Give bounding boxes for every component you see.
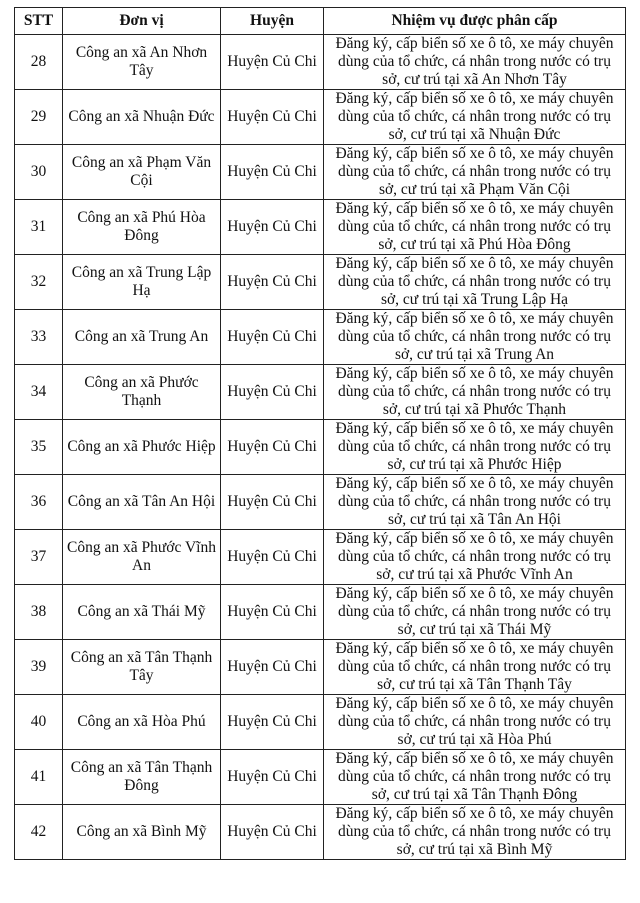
cell-district: Huyện Củ Chi (221, 200, 324, 255)
cell-district: Huyện Củ Chi (221, 90, 324, 145)
table-row (15, 35, 626, 90)
cell-district: Huyện Củ Chi (221, 695, 324, 750)
cell-unit: Công an xã Trung Lập Hạ (63, 255, 221, 310)
cell-task: Đăng ký, cấp biển số xe ô tô, xe máy chuyên dùng của tổ chức, cá nhân trong nước có trụ sở, cư trú tại xã Hòa Phú (324, 695, 626, 750)
table-row (15, 90, 626, 145)
cell-district: Huyện Củ Chi (221, 640, 324, 695)
table-row (15, 640, 626, 695)
cell-unit: Công an xã Phước Vĩnh An (63, 530, 221, 585)
cell-district: Huyện Củ Chi (221, 35, 324, 90)
cell-district: Huyện Củ Chi (221, 145, 324, 200)
cell-stt: 30 (15, 145, 63, 200)
delegation-table (14, 7, 626, 860)
cell-stt: 41 (15, 750, 63, 805)
cell-unit: Công an xã Tân Thạnh Đông (63, 750, 221, 805)
cell-task: Đăng ký, cấp biển số xe ô tô, xe máy chuyên dùng của tổ chức, cá nhân trong nước có trụ sở, cư trú tại xã Nhuận Đức (324, 90, 626, 145)
cell-task: Đăng ký, cấp biển số xe ô tô, xe máy chuyên dùng của tổ chức, cá nhân trong nước có trụ sở, cư trú tại xã Phú Hòa Đông (324, 200, 626, 255)
cell-district: Huyện Củ Chi (221, 365, 324, 420)
cell-district: Huyện Củ Chi (221, 310, 324, 365)
cell-stt: 42 (15, 805, 63, 860)
cell-task: Đăng ký, cấp biển số xe ô tô, xe máy chuyên dùng của tổ chức, cá nhân trong nước có trụ sở, cư trú tại xã Trung Lập Hạ (324, 255, 626, 310)
header-task: Nhiệm vụ được phân cấp (324, 8, 626, 35)
cell-district: Huyện Củ Chi (221, 255, 324, 310)
cell-stt: 39 (15, 640, 63, 695)
cell-stt: 29 (15, 90, 63, 145)
header-row (15, 8, 626, 35)
cell-district: Huyện Củ Chi (221, 420, 324, 475)
cell-unit: Công an xã Tân Thạnh Tây (63, 640, 221, 695)
cell-task: Đăng ký, cấp biển số xe ô tô, xe máy chuyên dùng của tổ chức, cá nhân trong nước có trụ sở, cư trú tại xã Phước Vĩnh An (324, 530, 626, 585)
table-row (15, 585, 626, 640)
cell-task: Đăng ký, cấp biển số xe ô tô, xe máy chuyên dùng của tổ chức, cá nhân trong nước có trụ sở, cư trú tại xã Phạm Văn Cội (324, 145, 626, 200)
cell-district: Huyện Củ Chi (221, 805, 324, 860)
table-row (15, 420, 626, 475)
table-row (15, 255, 626, 310)
cell-stt: 31 (15, 200, 63, 255)
cell-unit: Công an xã Phạm Văn Cội (63, 145, 221, 200)
table-row (15, 475, 626, 530)
cell-stt: 34 (15, 365, 63, 420)
cell-unit: Công an xã Nhuận Đức (63, 90, 221, 145)
cell-task: Đăng ký, cấp biển số xe ô tô, xe máy chuyên dùng của tổ chức, cá nhân trong nước có trụ sở, cư trú tại xã Bình Mỹ (324, 805, 626, 860)
header-unit: Đơn vị (63, 8, 221, 35)
table-row (15, 530, 626, 585)
cell-unit: Công an xã Phước Hiệp (63, 420, 221, 475)
cell-unit: Công an xã Thái Mỹ (63, 585, 221, 640)
table-row (15, 365, 626, 420)
cell-district: Huyện Củ Chi (221, 530, 324, 585)
table-row (15, 695, 626, 750)
cell-unit: Công an xã Hòa Phú (63, 695, 221, 750)
cell-task: Đăng ký, cấp biển số xe ô tô, xe máy chuyên dùng của tổ chức, cá nhân trong nước có trụ sở, cư trú tại xã Phước Hiệp (324, 420, 626, 475)
cell-stt: 36 (15, 475, 63, 530)
cell-stt: 38 (15, 585, 63, 640)
table-header (15, 8, 626, 35)
cell-unit: Công an xã Tân An Hội (63, 475, 221, 530)
cell-task: Đăng ký, cấp biển số xe ô tô, xe máy chuyên dùng của tổ chức, cá nhân trong nước có trụ sở, cư trú tại xã Phước Thạnh (324, 365, 626, 420)
cell-stt: 37 (15, 530, 63, 585)
cell-unit: Công an xã Bình Mỹ (63, 805, 221, 860)
table-row (15, 310, 626, 365)
table-row (15, 200, 626, 255)
cell-stt: 33 (15, 310, 63, 365)
cell-task: Đăng ký, cấp biển số xe ô tô, xe máy chuyên dùng của tổ chức, cá nhân trong nước có trụ sở, cư trú tại xã Tân An Hội (324, 475, 626, 530)
cell-district: Huyện Củ Chi (221, 585, 324, 640)
cell-stt: 32 (15, 255, 63, 310)
cell-unit: Công an xã Phước Thạnh (63, 365, 221, 420)
cell-task: Đăng ký, cấp biển số xe ô tô, xe máy chuyên dùng của tổ chức, cá nhân trong nước có trụ sở, cư trú tại xã An Nhơn Tây (324, 35, 626, 90)
cell-unit: Công an xã Phú Hòa Đông (63, 200, 221, 255)
header-district: Huyện (221, 8, 324, 35)
header-stt: STT (15, 8, 63, 35)
cell-district: Huyện Củ Chi (221, 475, 324, 530)
table-row (15, 805, 626, 860)
cell-task: Đăng ký, cấp biển số xe ô tô, xe máy chuyên dùng của tổ chức, cá nhân trong nước có trụ sở, cư trú tại xã Thái Mỹ (324, 585, 626, 640)
cell-stt: 40 (15, 695, 63, 750)
table-body (15, 35, 626, 860)
cell-unit: Công an xã An Nhơn Tây (63, 35, 221, 90)
cell-district: Huyện Củ Chi (221, 750, 324, 805)
table-row (15, 145, 626, 200)
cell-task: Đăng ký, cấp biển số xe ô tô, xe máy chuyên dùng của tổ chức, cá nhân trong nước có trụ sở, cư trú tại xã Tân Thạnh Tây (324, 640, 626, 695)
cell-task: Đăng ký, cấp biển số xe ô tô, xe máy chuyên dùng của tổ chức, cá nhân trong nước có trụ sở, cư trú tại xã Trung An (324, 310, 626, 365)
table-row (15, 750, 626, 805)
cell-task: Đăng ký, cấp biển số xe ô tô, xe máy chuyên dùng của tổ chức, cá nhân trong nước có trụ sở, cư trú tại xã Tân Thạnh Đông (324, 750, 626, 805)
cell-unit: Công an xã Trung An (63, 310, 221, 365)
cell-stt: 35 (15, 420, 63, 475)
cell-stt: 28 (15, 35, 63, 90)
